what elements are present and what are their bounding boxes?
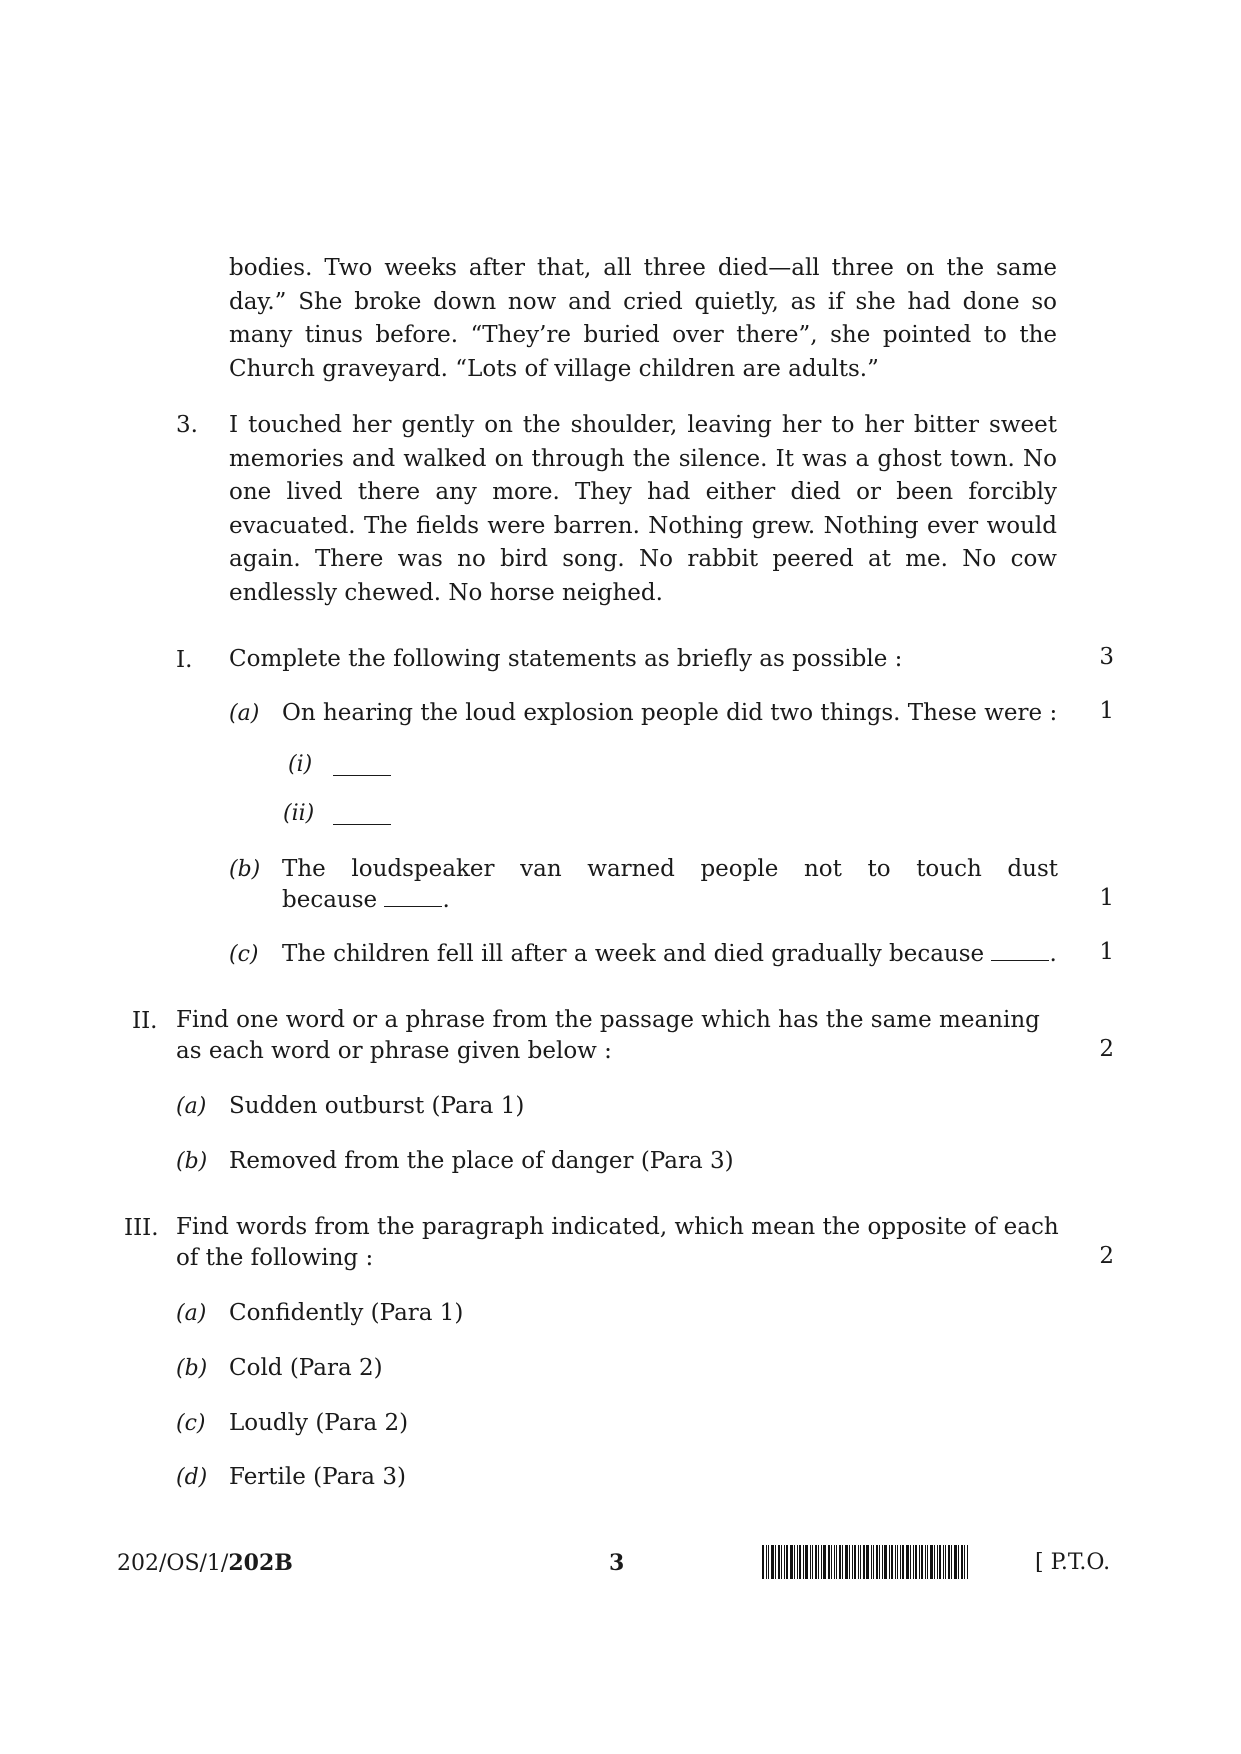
barcode-bar bbox=[954, 1545, 957, 1579]
question-2a-label: (a) bbox=[176, 1094, 207, 1119]
barcode-bar bbox=[845, 1545, 848, 1579]
question-3b-text: Cold (Para 2) bbox=[229, 1355, 383, 1381]
passage-para-3: I touched her gently on the shoulder, leaving her to her bitter sweet memories and walked on through the silence. It was a ghost town. No one lived there any more. They had either died or been forcibly evacuated. The fields were barren. Nothing grew. Nothing ever would again. There was no bird song. No rabbit peered at me. No cow endlessly chewed. No horse neighed. bbox=[229, 412, 1057, 606]
barcode-bar bbox=[842, 1545, 843, 1579]
barcode-bar bbox=[871, 1545, 872, 1579]
question-3d-label: (d) bbox=[176, 1465, 208, 1490]
barcode-bar bbox=[906, 1545, 909, 1579]
barcode-bar bbox=[889, 1545, 890, 1579]
barcode-bar bbox=[834, 1545, 835, 1579]
barcode-bar bbox=[849, 1545, 850, 1579]
question-3-line-1: Find words from the paragraph indicated, which mean the opposite of each bbox=[176, 1214, 1059, 1240]
question-1c-end: . bbox=[1049, 941, 1057, 967]
barcode-bar bbox=[891, 1545, 893, 1579]
barcode-bar bbox=[831, 1545, 832, 1579]
barcode-bar bbox=[943, 1545, 944, 1579]
barcode-bar bbox=[812, 1545, 813, 1579]
barcode-bar bbox=[925, 1545, 926, 1579]
barcode-bar bbox=[900, 1545, 901, 1579]
question-1a-text: On hearing the loud explosion people did two things. These were : bbox=[282, 700, 1058, 726]
barcode-bar bbox=[762, 1545, 764, 1579]
barcode-bar bbox=[839, 1545, 841, 1579]
question-1a-i-label: (i) bbox=[288, 752, 313, 777]
barcode-bar bbox=[951, 1545, 952, 1579]
barcode-bar bbox=[866, 1545, 869, 1579]
barcode-bar bbox=[790, 1545, 793, 1579]
barcode-bar bbox=[873, 1545, 874, 1579]
answer-blank-1c bbox=[991, 942, 1049, 961]
barcode-bar bbox=[815, 1545, 817, 1579]
question-1c-text bbox=[282, 939, 1057, 970]
barcode-bar bbox=[799, 1545, 801, 1579]
barcode-bar bbox=[967, 1545, 968, 1579]
barcode-bar bbox=[884, 1545, 887, 1579]
question-1c-marks: 1 bbox=[1099, 939, 1114, 965]
barcode-bar bbox=[882, 1545, 883, 1579]
barcode-bar bbox=[786, 1545, 788, 1579]
barcode-bar bbox=[818, 1545, 819, 1579]
question-1-prompt: Complete the following statements as briefly as possible : bbox=[229, 646, 903, 672]
question-1b-line-1: The loudspeaker van warned people not to touch dust bbox=[282, 856, 1058, 882]
question-3a-label: (a) bbox=[176, 1301, 207, 1326]
question-2-line-1: Find one word or a phrase from the passage which has the same meaning bbox=[176, 1007, 1040, 1033]
barcode-bar bbox=[945, 1545, 946, 1579]
barcode-bar bbox=[836, 1545, 837, 1579]
paper-code bbox=[117, 1550, 293, 1576]
barcode-bar bbox=[775, 1545, 776, 1579]
question-1c-label: (c) bbox=[229, 942, 259, 967]
barcode-bar bbox=[823, 1545, 826, 1579]
barcode-bar bbox=[964, 1545, 965, 1579]
barcode-bar bbox=[810, 1545, 811, 1579]
question-3a-text: Confidently (Para 1) bbox=[229, 1300, 464, 1326]
barcode-bar bbox=[913, 1545, 914, 1579]
question-3-line-2: of the following : bbox=[176, 1245, 374, 1271]
passage-para-2-end: bodies. Two weeks after that, all three died—all three on the same day.” She broke down now and cried quietly, as if she had done so many tinus before. “They’re buried over there”, she pointed to the Church graveyard. “Lots of village children are adults.” bbox=[229, 255, 1057, 382]
question-2b-label: (b) bbox=[176, 1149, 208, 1174]
barcode-bar bbox=[927, 1545, 928, 1579]
question-1b-end: . bbox=[442, 887, 450, 913]
barcode-bar bbox=[860, 1545, 861, 1579]
barcode-bar bbox=[915, 1545, 917, 1579]
barcode-bar bbox=[919, 1545, 920, 1579]
question-1b-because: because bbox=[282, 887, 378, 913]
barcode-bar bbox=[879, 1545, 880, 1579]
barcode-bar bbox=[852, 1545, 853, 1579]
question-1-marks: 3 bbox=[1099, 644, 1114, 670]
barcode-bar bbox=[766, 1545, 767, 1579]
barcode-bar bbox=[797, 1545, 798, 1579]
barcode-bar bbox=[821, 1545, 822, 1579]
barcode-bar bbox=[910, 1545, 911, 1579]
question-1a-label: (a) bbox=[229, 701, 260, 726]
barcode-image bbox=[762, 1545, 969, 1579]
question-1c-sentence: The children fell ill after a week and died gradually because bbox=[282, 941, 985, 967]
barcode-bar bbox=[863, 1545, 865, 1579]
barcode-bar bbox=[921, 1545, 923, 1579]
barcode-bar bbox=[897, 1545, 898, 1579]
barcode-bar bbox=[794, 1545, 795, 1579]
paper-code-prefix: 202/OS/1/ bbox=[117, 1551, 229, 1576]
answer-blank-1a-ii bbox=[333, 806, 391, 829]
passage-para-3-number: 3. bbox=[176, 412, 198, 438]
question-3-marks: 2 bbox=[1099, 1243, 1114, 1269]
question-1a-marks: 1 bbox=[1099, 698, 1114, 724]
barcode-bar bbox=[858, 1545, 859, 1579]
question-1b-label: (b) bbox=[229, 857, 261, 882]
barcode-bar bbox=[934, 1545, 935, 1579]
question-3d-text: Fertile (Para 3) bbox=[229, 1464, 406, 1490]
question-1a-ii-label: (ii) bbox=[283, 801, 315, 826]
barcode-bar bbox=[939, 1545, 941, 1579]
barcode-bar bbox=[895, 1545, 896, 1579]
barcode-bar bbox=[948, 1545, 950, 1579]
question-3c-text: Loudly (Para 2) bbox=[229, 1410, 409, 1436]
answer-blank-1b bbox=[384, 888, 442, 907]
question-2a-text: Sudden outburst (Para 1) bbox=[229, 1093, 525, 1119]
question-2-number: II. bbox=[132, 1008, 158, 1034]
pto-label: [ P.T.O. bbox=[1035, 1550, 1111, 1575]
question-2-marks: 2 bbox=[1099, 1036, 1114, 1062]
barcode-bar bbox=[961, 1545, 963, 1579]
barcode-bar bbox=[778, 1545, 780, 1579]
barcode-bar bbox=[828, 1545, 830, 1579]
barcode-bar bbox=[902, 1545, 904, 1579]
barcode-bar bbox=[930, 1545, 933, 1579]
question-2-line-2: as each word or phrase given below : bbox=[176, 1038, 612, 1064]
question-3c-label: (c) bbox=[176, 1411, 206, 1436]
question-1b-marks: 1 bbox=[1099, 885, 1114, 911]
answer-blank-1a-i bbox=[333, 757, 391, 780]
question-1-number: I. bbox=[176, 647, 193, 673]
barcode-bar bbox=[768, 1545, 769, 1579]
barcode-bar bbox=[937, 1545, 938, 1579]
page-number: 3 bbox=[609, 1550, 625, 1576]
question-2b-text: Removed from the place of danger (Para 3) bbox=[229, 1148, 734, 1174]
barcode-bar bbox=[803, 1545, 804, 1579]
barcode-bar bbox=[771, 1545, 774, 1579]
barcode-bar bbox=[781, 1545, 782, 1579]
question-1b-line-2 bbox=[282, 885, 450, 916]
barcode-bar bbox=[854, 1545, 856, 1579]
question-3-number: III. bbox=[124, 1215, 159, 1241]
barcode-bar bbox=[876, 1545, 878, 1579]
barcode-bar bbox=[784, 1545, 785, 1579]
barcode-bar bbox=[805, 1545, 808, 1579]
paper-code-bold: 202B bbox=[228, 1550, 293, 1576]
question-3b-label: (b) bbox=[176, 1356, 208, 1381]
barcode-bar bbox=[958, 1545, 959, 1579]
